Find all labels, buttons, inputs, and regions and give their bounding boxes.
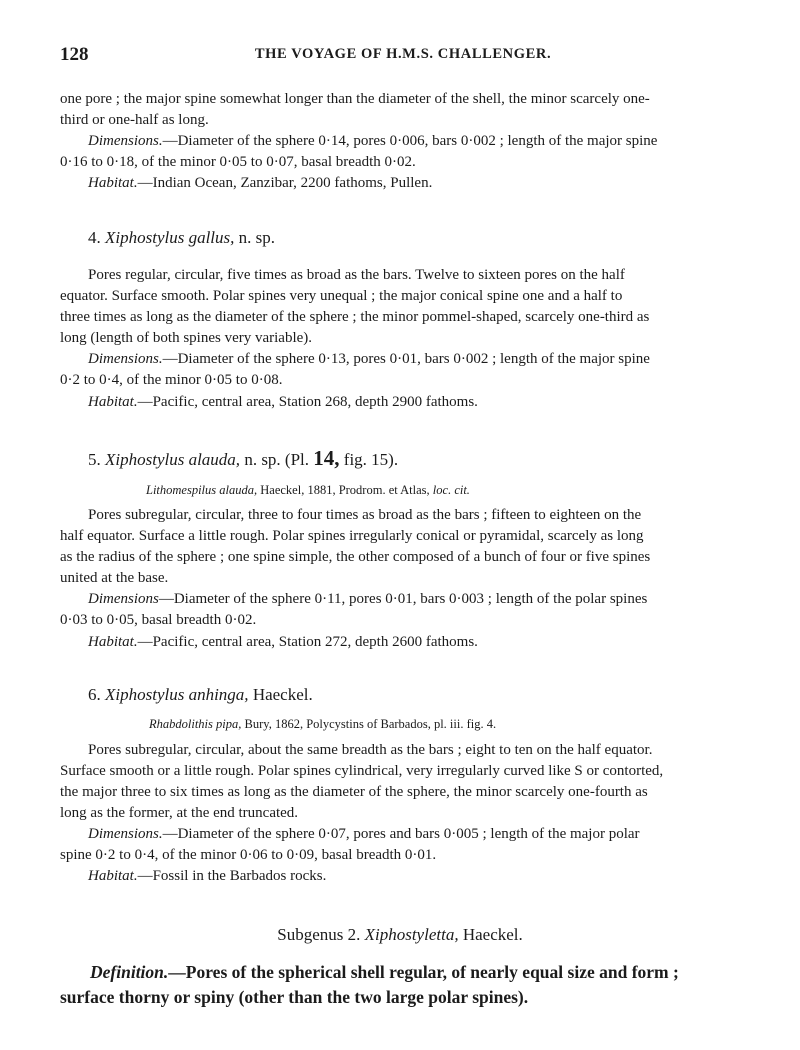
- species-6-dimensions: Dimensions.—Diameter of the sphere 0·07, pores and bars 0·005 ; length of the major polar: [88, 826, 640, 842]
- species-5-desc-4: united at the base.: [60, 570, 169, 586]
- intro-habitat: Habitat.—Indian Ocean, Zanzibar, 2200 fathoms, Pullen.: [88, 175, 433, 191]
- species-4-desc-2: equator. Surface smooth. Polar spines very unequal ; the major conical spine one and a half to: [60, 288, 623, 304]
- species-4-desc-4: long (length of both spines very variable).: [60, 330, 313, 346]
- species-name: Xiphostylus anhinga,: [105, 685, 249, 704]
- definition-label: Definition.: [90, 962, 169, 982]
- species-6-desc-1: Pores subregular, circular, about the same breadth as the bars ; eight to ten on the half equator.: [88, 742, 653, 758]
- species-6-synonym: Rhabdolithis pipa, Bury, 1862, Polycystins of Barbados, pl. iii. fig. 4.: [149, 717, 497, 731]
- species-5-desc-3: as the radius of the sphere ; one spine simple, the other composed of a bunch of four or five spines: [60, 549, 651, 565]
- intro-line-2: third or one-half as long.: [60, 112, 209, 128]
- definition-line-1: Definition.—Pores of the spherical shell regular, of nearly equal size and form ;: [90, 962, 679, 982]
- species-5-habitat: Habitat.—Pacific, central area, Station 272, depth 2600 fathoms.: [88, 634, 478, 650]
- species-5-desc-2: half equator. Surface a little rough. Polar spines irregularly conical or pyramidal, scarcely as long: [60, 528, 644, 544]
- intro-dimensions: Dimensions.—Diameter of the sphere 0·14, pores 0·006, bars 0·002 ; length of the major spine: [88, 133, 658, 149]
- species-6-habitat: Habitat.—Fossil in the Barbados rocks.: [88, 868, 327, 884]
- species-4-habitat: Habitat.—Pacific, central area, Station 268, depth 2900 fathoms.: [88, 394, 478, 410]
- species-5-desc-1: Pores subregular, circular, three to four times as broad as the bars ; fifteen to eighteen on the: [88, 507, 642, 523]
- species-4-dimensions-cont: 0·2 to 0·4, of the minor 0·05 to 0·08.: [60, 372, 283, 388]
- species-4-desc-1: Pores regular, circular, five times as broad as the bars. Twelve to sixteen pores on the half: [88, 267, 625, 283]
- species-5-synonym: Lithomespilus alauda, Haeckel, 1881, Prodrom. et Atlas, loc. cit.: [146, 483, 470, 497]
- habitat-label: Habitat.: [88, 175, 138, 191]
- subgenus-name: Xiphostyletta,: [364, 925, 459, 944]
- intro-line-1: one pore ; the major spine somewhat longer than the diameter of the shell, the minor scarcely one-: [60, 91, 650, 107]
- species-4-dimensions: Dimensions.—Diameter of the sphere 0·13, pores 0·01, bars 0·002 ; length of the major spine: [88, 351, 650, 367]
- page-header: [60, 44, 746, 68]
- species-6-heading: 6. Xiphostylus anhinga, Haeckel.: [88, 685, 313, 704]
- species-6-desc-3: the major three to six times as long as the diameter of the sphere, the minor scarcely one-fourth as: [60, 784, 648, 800]
- species-6-desc-2: Surface smooth or a little rough. Polar spines cylindrical, very irregularly curved like S or contorted,: [60, 763, 664, 779]
- page-number: 128: [60, 44, 89, 65]
- intro-dimensions-cont: 0·16 to 0·18, of the minor 0·05 to 0·07, basal breadth 0·02.: [60, 154, 416, 170]
- definition-line-2: surface thorny or spiny (other than the two large polar spines).: [60, 987, 529, 1007]
- species-name: Xiphostylus alauda,: [105, 450, 241, 469]
- species-5-dimensions: Dimensions—Diameter of the sphere 0·11, pores 0·01, bars 0·003 ; length of the polar spines: [88, 591, 648, 607]
- plate-number: 14,: [313, 446, 340, 470]
- species-name: Xiphostylus gallus,: [105, 228, 235, 247]
- species-5-heading: 5. Xiphostylus alauda, n. sp. (Pl. 14, fig. 15).: [88, 446, 399, 470]
- species-5-dimensions-cont: 0·03 to 0·05, basal breadth 0·02.: [60, 612, 257, 628]
- dimensions-label: Dimensions: [88, 591, 159, 607]
- habitat-label: Habitat.: [88, 394, 138, 410]
- species-4-heading: 4. Xiphostylus gallus, n. sp.: [88, 228, 276, 247]
- habitat-label: Habitat.: [88, 868, 138, 884]
- subgenus-heading: Subgenus 2. Xiphostyletta, Haeckel.: [277, 925, 523, 944]
- species-6-desc-4: long as the former, at the end truncated.: [60, 805, 299, 821]
- dimensions-label: Dimensions.: [88, 351, 163, 367]
- species-4-desc-3: three times as long as the diameter of the sphere ; the minor pommel-shaped, scarcely one-third as: [60, 309, 650, 325]
- running-title: THE VOYAGE OF H.M.S. CHALLENGER.: [254, 46, 552, 62]
- dimensions-label: Dimensions.: [88, 133, 163, 149]
- habitat-label: Habitat.: [88, 634, 138, 650]
- species-6-dimensions-cont: spine 0·2 to 0·4, of the minor 0·06 to 0·09, basal breadth 0·01.: [60, 847, 437, 863]
- dimensions-label: Dimensions.: [88, 826, 163, 842]
